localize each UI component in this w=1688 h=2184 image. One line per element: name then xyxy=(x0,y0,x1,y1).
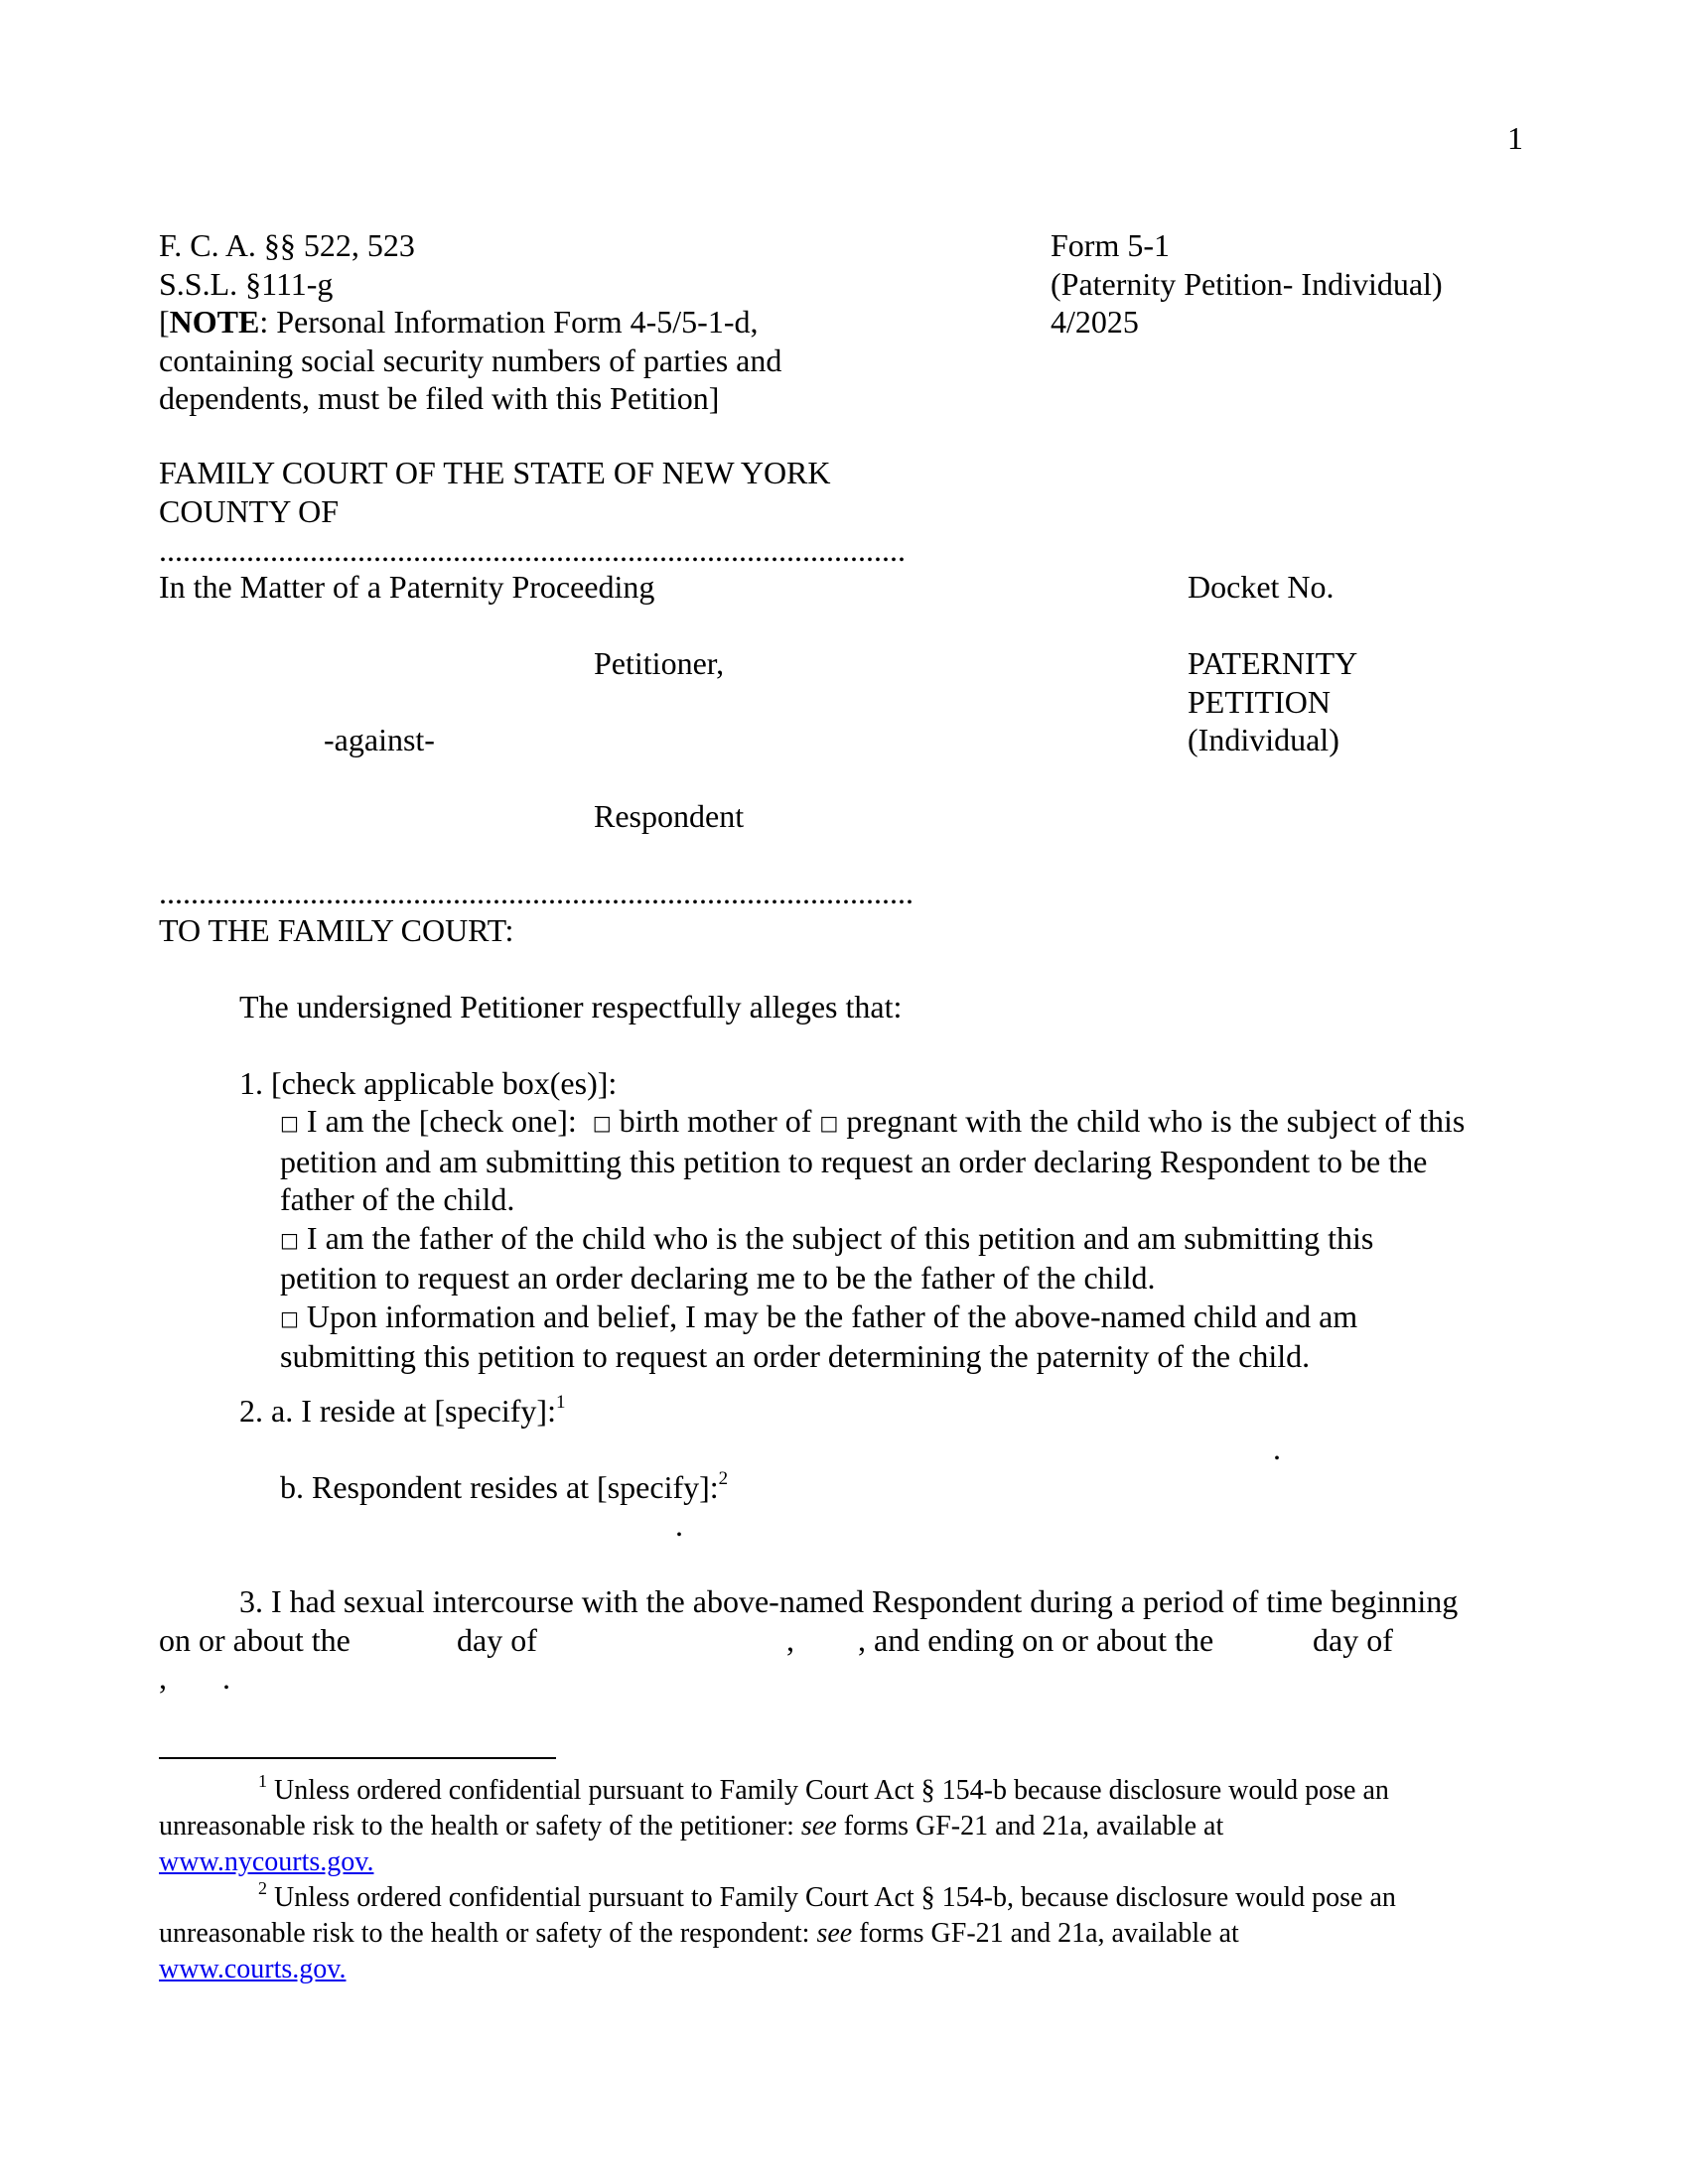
caption-divider-top: .............................................................................................. xyxy=(159,532,906,568)
item-1-options xyxy=(280,1102,1465,1376)
statute-line-2: S.S.L. §111-g xyxy=(159,265,334,302)
footnote-separator xyxy=(159,1757,556,1759)
item-3-ending: , and ending on or about the xyxy=(858,1622,1214,1658)
statute-line-1: F. C. A. §§ 522, 523 xyxy=(159,227,415,263)
option-a-line-1: □ I am the [check one]: □ birth mother of □ pregnant with the child who is the subject of this xyxy=(280,1103,1466,1139)
item-2a-blank-period: . xyxy=(1273,1431,1281,1466)
page-number: 1 xyxy=(1507,120,1523,156)
option-b-line-2: petition to request an order declaring me to be the father of the child. xyxy=(280,1260,1156,1296)
item-3-day-of: day of xyxy=(457,1622,537,1658)
option-a-line-3: father of the child. xyxy=(280,1181,515,1217)
checkbox-icon[interactable]: □ xyxy=(280,1227,299,1252)
footnote-2: $^2$ Unless ordered confidential pursuant to Family Court Act § 154-b, because disclosure would pose an unreasonable risk to the health or safety of the respondent: see forms GF-21 and 21a, available at www.courts.gov. xyxy=(159,1878,1396,1984)
intro-paragraph: The undersigned Petitioner respectfully alleges that: xyxy=(239,989,903,1024)
respondent-label: Respondent xyxy=(594,798,745,834)
footnote-mark-1: 1 xyxy=(258,1771,267,1791)
item-2a-residence: 2. a. I reside at [specify]:$^1$ xyxy=(239,1392,566,1429)
document-title-line-3: (Individual) xyxy=(1188,722,1339,757)
checkbox-icon[interactable]: □ xyxy=(592,1111,612,1135)
item-1-heading: 1. [check applicable box(es)]: xyxy=(239,1065,618,1101)
item-3-day-of-2: day of xyxy=(1313,1622,1393,1658)
nycourts-link[interactable]: www.nycourts.gov. xyxy=(159,1846,374,1877)
item-2b-respondent-residence: b. Respondent resides at [specify]:$^2$ xyxy=(280,1468,729,1505)
option-c-line-1: □ Upon information and belief, I may be the father of the above-named child and am xyxy=(280,1297,1358,1334)
checkbox-icon[interactable]: □ xyxy=(280,1111,299,1135)
form-title: (Paternity Petition- Individual) xyxy=(1051,265,1443,302)
checkbox-icon[interactable]: □ xyxy=(280,1305,299,1330)
note-label: NOTE xyxy=(169,304,260,340)
note-line-2: containing social security numbers of parties and xyxy=(159,341,782,378)
footnote-1: $^1$ Unless ordered confidential pursuant to Family Court Act § 154-b because disclosure would pose an unreasonable risk to the health or safety of the petitioner: see forms GF-21 and 21a, available at www.nycourts.gov. xyxy=(159,1771,1389,1877)
form-number: Form 5-1 xyxy=(1051,227,1170,263)
option-a-line-2: petition and am submitting this petition to request an order declaring Respondent to be the xyxy=(280,1143,1428,1179)
item-3-line-1: 3. I had sexual intercourse with the above-named Respondent during a period of time beginning xyxy=(239,1583,1459,1619)
footnote-ref-1: 1 xyxy=(555,1392,566,1413)
item-3-comma: , xyxy=(786,1622,794,1658)
note-line-3: dependents, must be filed with this Petition] xyxy=(159,380,720,416)
courts-link[interactable]: www.courts.gov. xyxy=(159,1954,347,1984)
item-3-period: . xyxy=(222,1660,230,1696)
footnote-ref-2: 2 xyxy=(718,1468,729,1489)
court-name: FAMILY COURT OF THE STATE OF NEW YORK xyxy=(159,455,831,490)
option-c-line-2: submitting this petition to request an order determining the paternity of the child. xyxy=(280,1338,1311,1374)
document-title-line-1: PATERNITY xyxy=(1188,645,1358,681)
document-title-line-2: PETITION xyxy=(1188,683,1331,720)
docket-number-label: Docket No. xyxy=(1188,569,1335,605)
form-identifier xyxy=(1051,226,1443,341)
item-2b-blank-period: . xyxy=(675,1507,683,1543)
option-b-line-1: □ I am the father of the child who is the subject of this petition and am submitting this xyxy=(280,1219,1374,1256)
statute-citations xyxy=(159,226,781,418)
caption-divider-bottom: ............................................................................................... xyxy=(159,875,914,910)
note-line: [NOTE: Personal Information Form 4-5/5-1-d, xyxy=(159,304,759,340)
matter-title: In the Matter of a Paternity Proceeding xyxy=(159,569,655,605)
salutation: TO THE FAMILY COURT: xyxy=(159,912,514,948)
against-label: -against- xyxy=(324,722,435,757)
footnote-mark-2: 2 xyxy=(258,1878,267,1898)
court-heading xyxy=(159,454,831,530)
petitioner-label: Petitioner, xyxy=(594,645,725,681)
checkbox-icon[interactable]: □ xyxy=(819,1111,839,1135)
county-label: COUNTY OF xyxy=(159,492,340,529)
item-3-year-comma: , xyxy=(159,1660,167,1696)
document-title xyxy=(1188,644,1357,759)
item-3-on-or-about: on or about the xyxy=(159,1622,351,1658)
form-date: 4/2025 xyxy=(1051,304,1139,340)
